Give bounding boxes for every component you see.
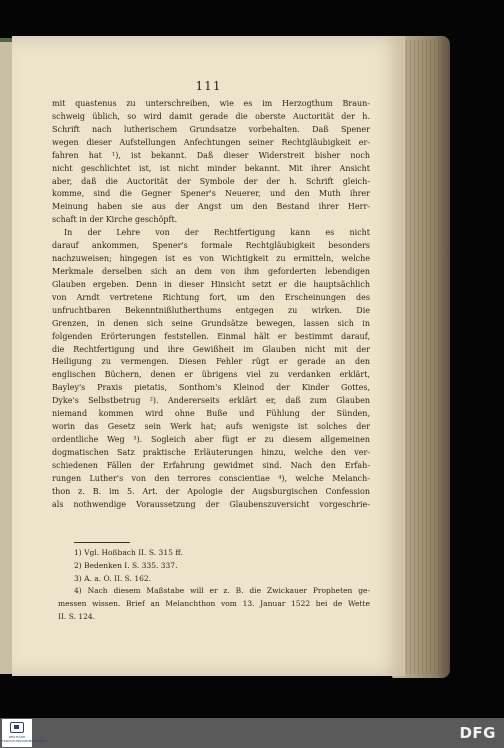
text-line: thon z. B. im 5. Art. der Apologie der Augsburgischen Confession: [52, 486, 370, 496]
text-line: Bayley's Praxis pietatis, Sonthom's Kleinod der Kinder Gottes,: [52, 383, 370, 393]
text-line: nachzuweisen; hingegen ist es von Wichtigkeit zu ermitteln, welche: [52, 254, 370, 264]
footnote: 4) Nach diesem Maßstabe will er z. B. die Zwickauer Propheten ge-: [74, 586, 370, 596]
text-line: rungen Luther's von den terrores conscientiae ⁴), welche Melanch-: [52, 473, 370, 483]
text-line: wegen dieser Aufstellungen Anfechtungen seiner Rechtgläubigkeit er-: [52, 137, 370, 147]
logo-caption: DEUTSCHE FORSCHUNGSGEMEINSCHAFT: [2, 735, 47, 743]
text-line: fahren hat ¹), ist bekannt. Daß dieser Widerstreit bisher noch: [52, 150, 370, 160]
viewer-footer: [0, 718, 504, 748]
text-line: von Arndt vertretene Richtung fort, um den Erscheinungen des: [52, 292, 370, 302]
text-line: englischen Büchern, denen er übrigens viel zu verdanken erklärt,: [52, 370, 370, 380]
footnote-continuation: II. S. 124.: [58, 611, 96, 621]
footnote: 1) Vgl. Hoßbach II. S. 315 ff.: [74, 548, 183, 557]
text-line: ordentliche Weg ³). Sogleich aber fügt er zu diesem allgemeinen: [52, 434, 370, 444]
text-line: schweig üblich, so wird damit gerade die oberste Auctorität der h.: [52, 111, 370, 121]
text-line: als nothwendige Voraussetzung der Glaubenszuversicht vorgeschrie-: [52, 499, 370, 509]
text-line: Grenzen, in denen sich seine Grundsätze bewegen, lassen sich in: [52, 318, 370, 328]
book-page: [12, 36, 405, 676]
text-line: Glauben ergeben. Denn in dieser Hinsicht setzt er die hauptsächlich: [52, 279, 370, 289]
library-logo-icon: [10, 722, 24, 733]
text-line: folgenden Erörterungen feststellen. Einmal hält er bestimmt darauf,: [52, 331, 370, 341]
facing-page-edge: [0, 40, 12, 674]
text-line: schiedenen Fällen der Erfahrung gewidmet sind. Nach den Erfah-: [52, 460, 370, 470]
text-line: schaft in der Kirche geschöpft.: [52, 215, 178, 225]
text-line: darauf ankommen, Spener's formale Rechtgläubigkeit besonders: [52, 241, 370, 251]
text-line: worin das Gesetz sein Werk hat; aufs wenigste ist solches der: [52, 422, 370, 432]
body-text: [52, 98, 370, 512]
text-line: dogmatischen Satz praktische Erläuterungen hinzu, welche den ver-: [52, 447, 370, 457]
text-line: komme, sind die Gegner Spener's Neuerer, und den Muth ihrer: [52, 189, 370, 199]
text-line: Merkmale derselben sich an dem von ihm geforderten lebendigen: [52, 266, 370, 276]
footnote-continuation: messen wissen. Brief an Melanchthon vom 13. Januar 1522 bei de Wette: [58, 599, 370, 609]
text-line: Meinung haben sie aus der Angst um den Bestand ihrer Herr-: [52, 202, 370, 212]
text-line: unfruchtbaren Bekenntnißlutherthums entgegen zu wirken. Die: [52, 305, 370, 315]
text-line: aber, daß die Auctorität der Symbole der der h. Schrift gleich-: [52, 176, 370, 186]
footnote-separator: [74, 542, 130, 543]
page-number: 111: [195, 79, 222, 93]
text-line: die Rechtfertigung und ihre Gewißheit im Glauben nicht mit der: [52, 344, 370, 354]
footnote: 2) Bedenken I. S. 335. 337.: [74, 560, 178, 570]
institution-logo[interactable]: [2, 719, 47, 747]
text-line: niemand kommen wird ohne Buße und Fühlung der Sünden,: [52, 409, 370, 419]
dfg-logo[interactable]: DFG: [459, 724, 496, 742]
text-line: Schrift nach lutherischem Grundsatze vorbehalten. Daß Spener: [52, 124, 370, 134]
text-line: nicht geschlichtet ist, ist nicht minder bekannt. Mit ihrer Ansicht: [52, 163, 370, 173]
text-line: In der Lehre von der Rechtfertigung kann es nicht: [64, 228, 370, 238]
footnotes: [58, 547, 370, 624]
text-line: Heiligung zu vermengen. Diesen Fehler rügt er gerade an den: [52, 357, 370, 367]
text-line: mit quastenus zu unterschreiben, wie es im Herzogthum Braun-: [52, 99, 370, 108]
footnote: 3) A. a. O. II. S. 162.: [74, 573, 152, 583]
text-line: Dyke's Selbstbetrug ²). Andererseits erklärt er, daß zum Glauben: [52, 396, 370, 406]
